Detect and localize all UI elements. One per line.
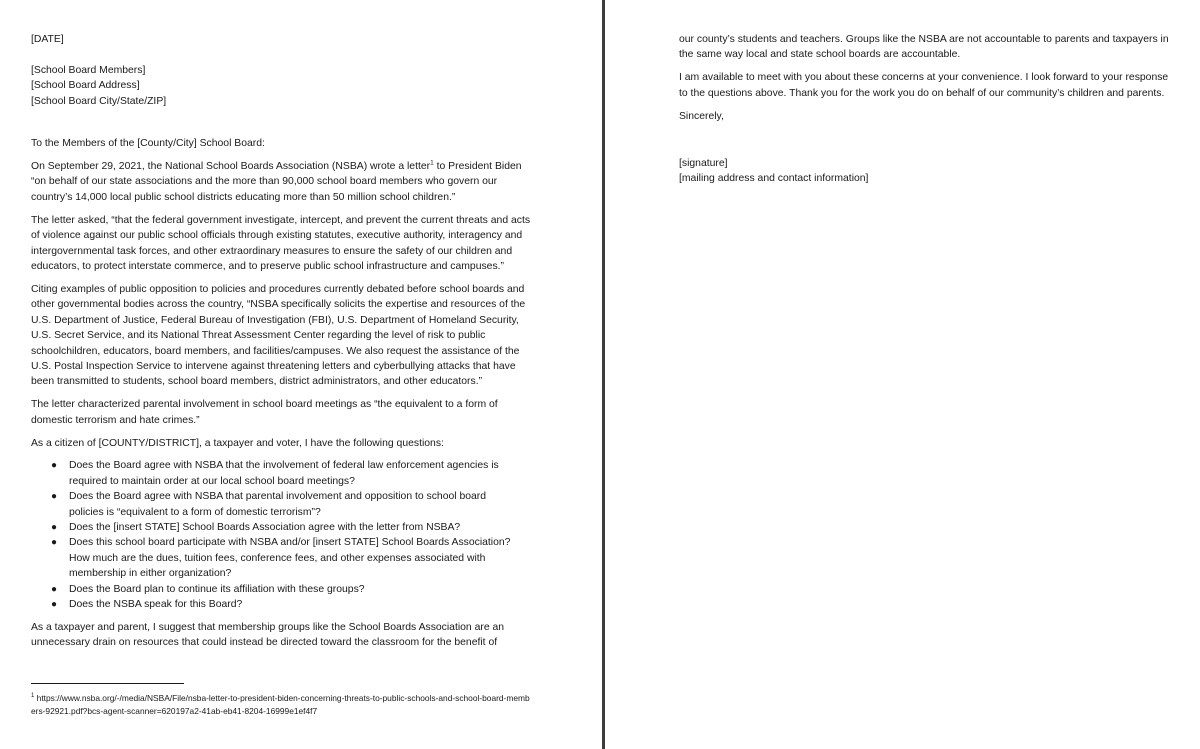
recipient-line: [School Board City/State/ZIP] [31,95,167,107]
paragraph-citing-examples: Citing examples of public opposition to policies and procedures currently debated before school boards and other governmental bodies across the country, “NSBA specifically solicits the expertise and resources of the U.S. Department of Justice, Federal Bureau of Investigation (FBI), U.S. Department of Homeland Security, U.S. Secret Service, and its National Threat Assessment Center regarding the level of risk to public schoolchildren, educators, board members, and facilities/campuses. We also request the assistance of the U.S. Postal Inspection Service to intervene against threatening letters and cyberbullying attacks that have been transmitted to students, school board members, district administrators, and other educators.” [31,283,526,388]
bullet-icon: ● [51,522,58,534]
footnote-mark: 1 [31,693,35,700]
paragraph-membership-groups: As a taxpayer and parent, I suggest that membership groups like the School Boards Association are an unnecessary drain on resources that could instead be directed toward the classroom for the benefit of [31,622,505,649]
paragraph-continuation: our county’s students and teachers. Groups like the NSBA are not accountable to parents and taxpayers in the same way local and state school boards are accountable. [679,34,1169,61]
letter-page-2 [605,0,1200,749]
question-text: Does the Board plan to continue its affiliation with these groups? [69,583,365,595]
recipient-address-block [31,63,531,109]
list-item [51,489,531,520]
question-text: Does the Board agree with NSBA that the involvement of federal law enforcement agencies is required to maintain order at our local school board meetings? [69,460,499,487]
paragraph-text: to President Biden “on behalf of our state associations and the more than 90,000 school board members who govern our country’s 14,000 local public school districts educating more than 50 million school children.” [31,161,522,203]
question-text: Does this school board participate with NSBA and/or [insert STATE] School Boards Association? How much are the dues, tuition fees, conference fees, and other expenses associated with membership in either organization? [69,537,511,580]
list-item [51,597,531,612]
recipient-line: [School Board Members] [31,64,146,76]
recipient-line: [School Board Address] [31,80,140,92]
paragraph-questions-intro: As a citizen of [COUNTY/DISTRICT], a taxpayer and voter, I have the following questions: [31,437,444,449]
date-line: [DATE] [31,34,64,45]
question-text: Does the [insert STATE] School Boards Association agree with the letter from NSBA? [69,522,461,534]
list-item [51,535,531,581]
footnote [31,692,531,717]
list-item [51,458,531,489]
signature-placeholder: [signature] [679,157,728,169]
salutation: To the Members of the [County/City] School Board: [31,138,265,150]
questions-list [31,458,531,612]
bullet-icon: ● [51,583,58,595]
paragraph-characterization: The letter characterized parental involvement in school board meetings as “the equivalent to a form of domestic terrorism and hate crimes.” [31,399,498,426]
paragraph-nsba-letter [31,159,531,205]
paragraph-text: On September 29, 2021, the National School Boards Association (NSBA) wrote a letter [31,161,431,173]
bullet-icon: ● [51,460,58,472]
closing: Sincerely, [679,110,724,122]
question-text: Does the NSBA speak for this Board? [69,599,243,611]
paragraph-availability: I am available to meet with you about these concerns at your convenience. I look forward to your response to the questions above. Thank you for the work you do on behalf of our community’s children and parents. [679,72,1169,99]
list-item [51,520,531,535]
footnote-url: https://www.nsba.org/-/media/NSBA/File/nsba-letter-to-president-biden-concerning-threats-to-public-schools-and-school-board-members-92921.pdf?bcs-agent-scanner=620197a2-41ab-eb41-8204-16999e1ef4f7 [31,693,530,716]
footnote-divider [31,683,184,684]
page-2-body [679,32,1179,186]
paragraph-letter-request: The letter asked, “that the federal government investigate, intercept, and prevent the current threats and acts of violence against our public school officials through existing statutes, executive authority, interagency and intergovernmental task forces, and other extraordinary measures to ensure the safety of our children and educators, to protect interstate commerce, and to preserve public school infrastructure and campuses.” [31,214,531,272]
contact-placeholder: [mailing address and contact information] [679,172,869,184]
list-item [51,582,531,597]
footnote-reference: 1 [430,159,434,167]
question-text: Does the Board agree with NSBA that parental involvement and opposition to school board policies is “equivalent to a form of domestic terrorism”? [69,491,487,518]
page-1-body [31,32,531,658]
bullet-icon: ● [51,599,58,611]
bullet-icon: ● [51,491,58,503]
bullet-icon: ● [51,537,58,549]
